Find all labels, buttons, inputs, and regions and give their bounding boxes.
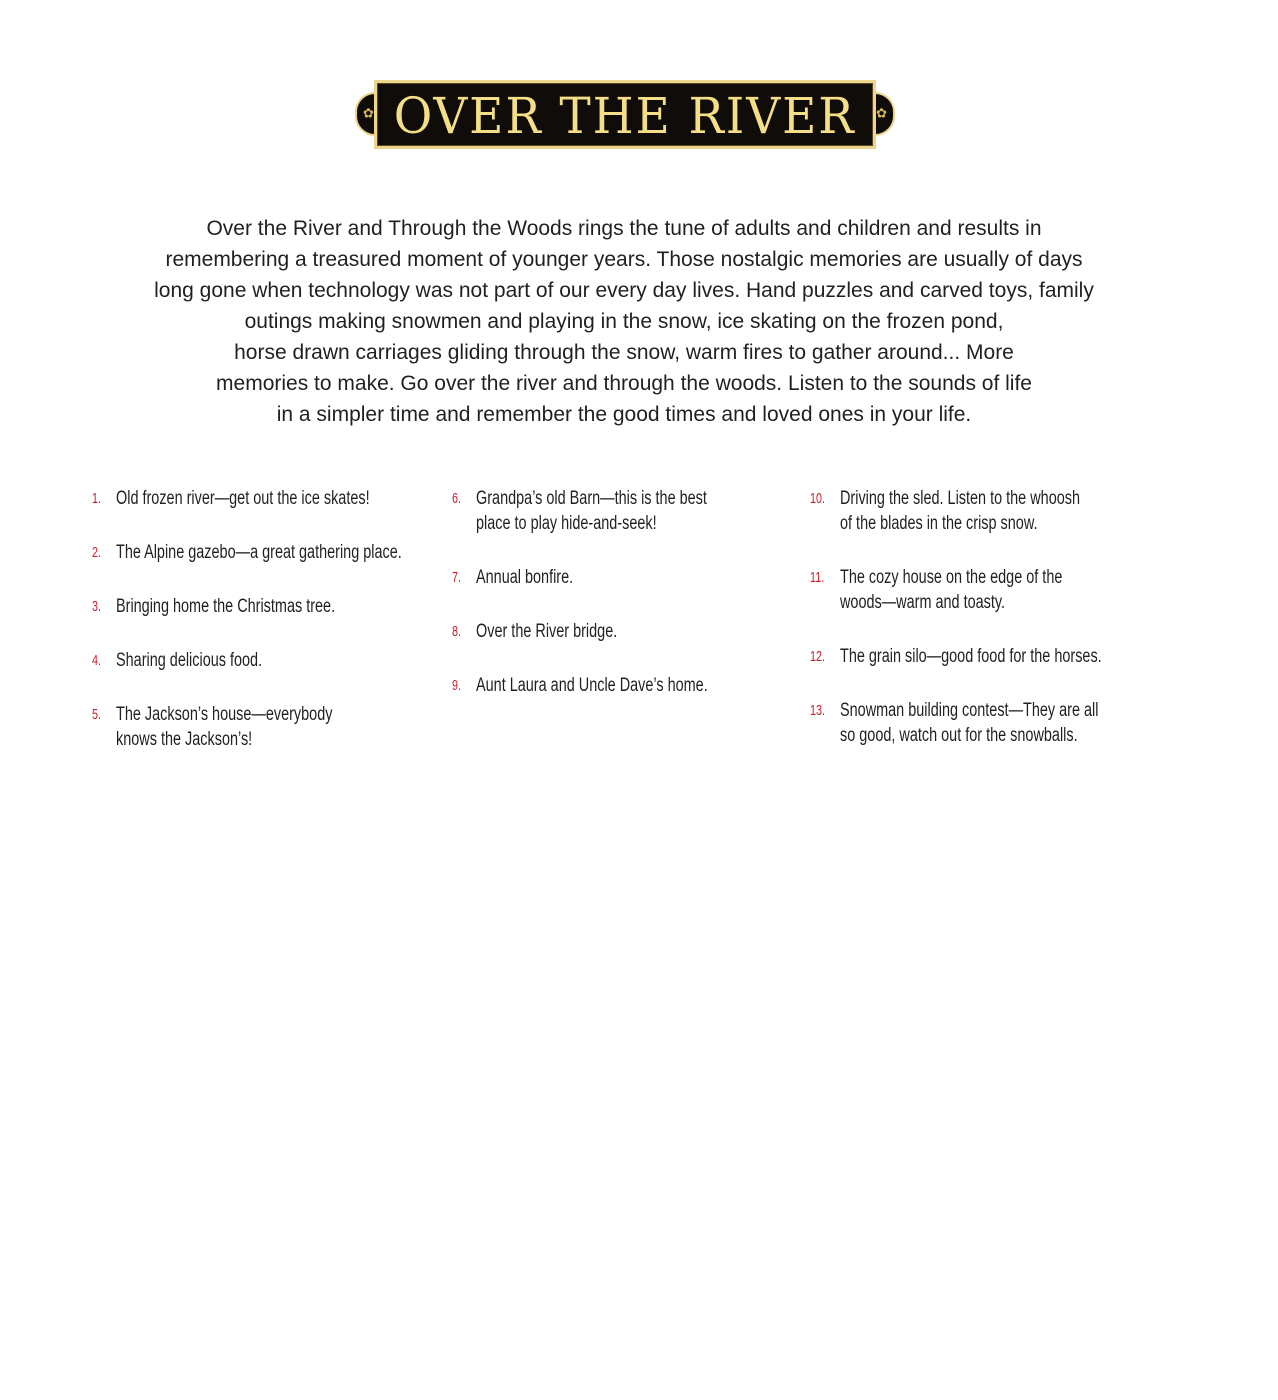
intro-line: long gone when technology was not part of our every day lives. Hand puzzles and carved toys, family (154, 279, 1094, 302)
item-text-line: Annual bonfire. (476, 567, 574, 588)
list-item (452, 673, 802, 698)
item-text-line: Bringing home the Christmas tree. (116, 596, 336, 617)
list-item (92, 594, 452, 619)
item-text (116, 540, 402, 565)
list-item (92, 486, 452, 511)
intro-paragraph (100, 213, 1148, 430)
item-number: 5. (92, 706, 102, 723)
item-text (840, 565, 1062, 615)
sign-plate (374, 80, 876, 149)
item-number: 7. (452, 569, 462, 586)
item-text-line: The grain silo—good food for the horses. (840, 646, 1102, 667)
rosette-icon: ✿ (363, 106, 374, 122)
item-number: 1. (92, 490, 102, 507)
item-number: 3. (92, 598, 102, 615)
item-text (116, 648, 262, 673)
item-text-line: The Alpine gazebo—a great gathering place. (116, 542, 402, 563)
item-text (840, 486, 1080, 536)
list-column-3 (810, 486, 1150, 777)
item-text (476, 673, 708, 698)
item-text (840, 644, 1102, 669)
item-text-line: woods—warm and toasty. (840, 592, 1006, 613)
item-number: 11. (810, 569, 825, 586)
item-text-line: Sharing delicious food. (116, 650, 263, 671)
item-text (476, 486, 707, 536)
item-number: 2. (92, 544, 102, 561)
item-text (476, 565, 573, 590)
page-title: OVER THE RIVER (394, 86, 856, 145)
item-number: 13. (810, 702, 826, 719)
item-text-line: knows the Jackson’s! (116, 729, 253, 750)
intro-line: in a simpler time and remember the good times and loved ones in your life. (276, 403, 972, 426)
item-text-line: The cozy house on the edge of the (840, 567, 1063, 588)
list-item (810, 698, 1150, 748)
item-text (476, 619, 617, 644)
item-text-line: of the blades in the crisp snow. (840, 513, 1038, 534)
item-text-line: Over the River bridge. (476, 621, 618, 642)
list-column-2 (452, 486, 802, 727)
title-sign (355, 80, 895, 149)
item-text-line: Aunt Laura and Uncle Dave’s home. (476, 675, 708, 696)
list-column-1 (92, 486, 452, 781)
list-item (92, 702, 452, 752)
item-number: 10. (810, 490, 826, 507)
list-item (92, 540, 452, 565)
item-text (116, 486, 370, 511)
item-text-line: Grandpa’s old Barn—this is the best (476, 488, 707, 509)
intro-line: memories to make. Go over the river and through the woods. Listen to the sounds of life (216, 372, 1032, 395)
intro-line: outings making snowmen and playing in the snow, ice skating on the frozen pond, (244, 310, 1004, 333)
list-item (810, 565, 1150, 615)
item-number: 8. (452, 623, 462, 640)
item-text-line: Snowman building contest—They are all (840, 700, 1099, 721)
item-text-line: place to play hide-and-seek! (476, 513, 657, 534)
item-text-line: Driving the sled. Listen to the whoosh (840, 488, 1081, 509)
intro-line: Over the River and Through the Woods rings the tune of adults and children and results in (206, 217, 1042, 240)
list-item (92, 648, 452, 673)
item-number: 6. (452, 490, 462, 507)
list-item (810, 486, 1150, 536)
list-item (452, 486, 802, 536)
item-text (116, 594, 335, 619)
intro-line: horse drawn carriages gliding through the snow, warm fires to gather around... More (234, 341, 1014, 364)
item-text (840, 698, 1098, 748)
item-number: 4. (92, 652, 102, 669)
item-text-line: so good, watch out for the snowballs. (840, 725, 1078, 746)
list-item (452, 565, 802, 590)
item-number: 12. (810, 648, 826, 665)
item-text (116, 702, 332, 752)
list-item (810, 644, 1150, 669)
intro-line: remembering a treasured moment of younger years. Those nostalgic memories are usually of days (165, 248, 1083, 271)
item-number: 9. (452, 677, 462, 694)
rosette-icon: ✿ (876, 106, 887, 122)
item-text-line: Old frozen river—get out the ice skates! (116, 488, 370, 509)
list-item (452, 619, 802, 644)
item-text-line: The Jackson’s house—everybody (116, 704, 333, 725)
